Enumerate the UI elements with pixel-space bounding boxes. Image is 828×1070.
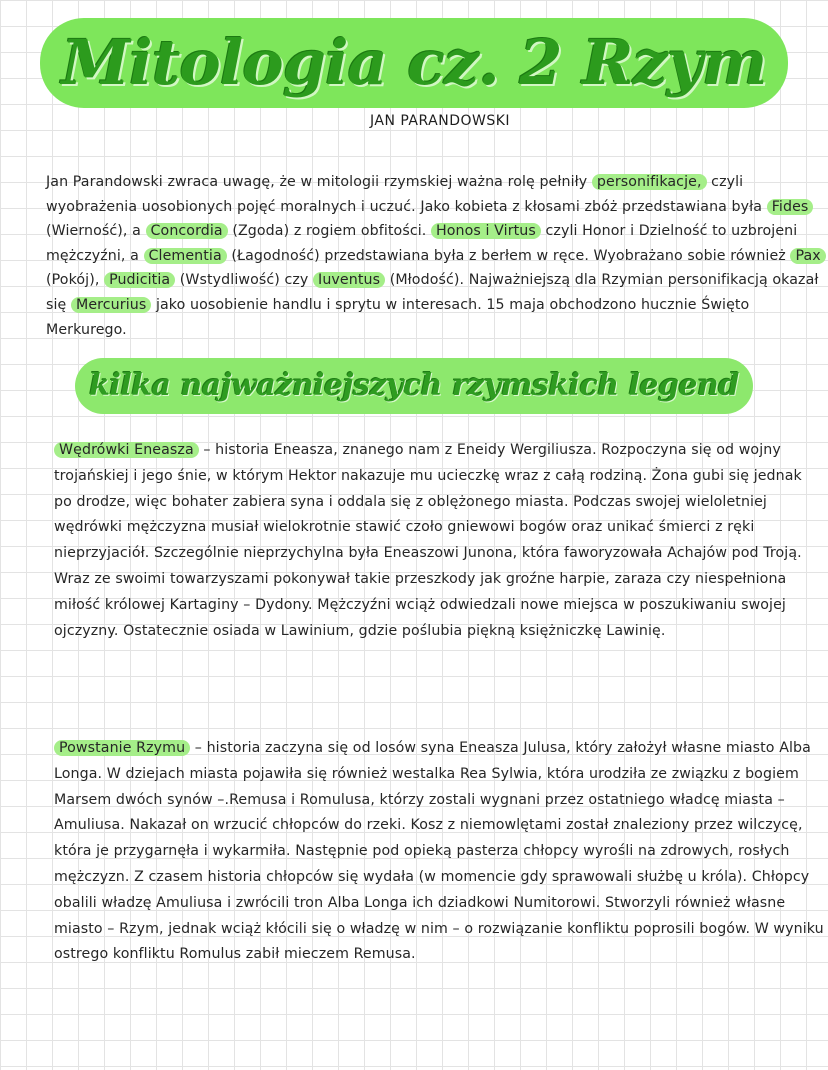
intro-text: (Wstydliwość) czy: [175, 272, 314, 289]
section-subtitle: [0, 358, 828, 414]
intro-text: (Zgoda) z rogiem obfitości.: [227, 223, 431, 240]
intro-text: Jan Parandowski zwraca uwagę, że w mitologii rzymskiej ważna rolę pełniły: [46, 174, 592, 190]
legend-body: – historia Eneasza, znanego nam z Eneidy Wergiliusza. Rozpoczyna się od wojny trojańskiej i jego śnie, w którym Hektor nakazuje mu ucieczkę wraz z całą rodziną. Żona gubi się jednak po drodze, więc bohater zabiera syna i oddala się z oblężonego miasta. Podczas swojej wieloletniej wędrówki mężczyzna musiał wielokrotnie stawić czoło gniewowi bogów oraz unikać śmierci z ręki nieprzyjaciół. Szczególnie nieprzychylna była Eneaszowi Junona, która faworyzowała Achajów pod Troją. Wraz ze swoimi towarzyszami pokonywał takie przeszkody jak groźne harpie, zaraza czy niespełniona miłość królowej Kartaginy – Dydony. Mężczyźni wciąż odwiedzali nowe miejsca w poszukiwaniu swojej ojczyzny. Ostatecznie osiada w Lawinium, gdzie poślubia piękną księżniczkę Lawinię.: [54, 442, 802, 639]
page-title: [0, 18, 828, 108]
keyword-pudicitia: Pudicitia: [104, 272, 175, 288]
author-name: JAN PARANDOWSKI: [370, 113, 511, 129]
intro-text: czyli Honor i Dzielność to uzbrojeni mężczyźni, a: [46, 223, 798, 264]
title-text: Mitologia cz. 2 Rzym: [40, 18, 789, 108]
keyword-pax: Pax: [790, 248, 825, 264]
keyword-concordia: Concordia: [146, 223, 228, 239]
keyword-clementia: Clementia: [144, 248, 227, 264]
keyword-fides: Fides: [767, 199, 814, 215]
intro-text: jako uosobienie handlu i sprytu w interesach. 15 maja obchodzono hucznie Święto Merkurego.: [46, 296, 750, 338]
intro-paragraph: [46, 170, 826, 342]
keyword-personifikacje: personifikacje,: [592, 174, 707, 190]
legend-heading: Powstanie Rzymu: [54, 740, 190, 756]
intro-text: (Pokój),: [46, 272, 105, 289]
intro-text: (Łagodność) przedstawiana była z berłem w ręce. Wyobrażano sobie również: [226, 247, 791, 264]
intro-text: czyli wyobrażenia uosobionych pojęć moralnych i uczuć. Jako kobieta z kłosami zbóż przedstawiana była: [46, 174, 767, 215]
legend-body: – historia zaczyna się od losów syna Eneasza Julusa, który założył własne miasto Alba Longa. W dziejach miasta pojawiła się również westalka Rea Sylwia, która urodziła ze związku z bogiem Marsem dwóch synów –.Remusa i Romulusa, którzy zostali wygnani przez ostatniego władcę miasta – Amuliusa. Nakazał on wrzucić chłopców do rzeki. Kosz z niemowlętami został znaleziony przez wilczycę, która je przygarnęła i wykarmiła. Następnie pod opieką pasterza chłopcy wyrośli na zdrowych, rosłych mężczyzn. Z czasem historia chłopców się wydała (w momencie gdy sprawowali służbę u króla). Chłopcy obalili władzę Amuliusa i zwrócili tron Alba Longa ich dziadkowi Numitorowi. Stworzyli również własne miasto – Rzym, jednak wciąż kłócili się o władzę w nim – o rozwiązanie konfliktu poprosili bogów. W wyniku ostrego konfliktu Romulus zabił mieczem Remusa.: [54, 740, 824, 963]
legend-rome: [54, 736, 824, 968]
intro-text: (Młodość). Najważniejszą dla Rzymian personifikacją okazał się: [46, 272, 819, 313]
subtitle-text: kilka najważniejszych rzymskich legend: [75, 358, 753, 414]
keyword-honos-virtus: Honos i Virtus: [431, 223, 541, 239]
legend-aeneas: [54, 438, 824, 644]
intro-text: (Wierność), a: [46, 223, 146, 240]
legend-heading: Wędrówki Eneasza: [54, 442, 199, 458]
keyword-iuventus: Iuventus: [313, 272, 385, 288]
keyword-mercurius: Mercurius: [71, 297, 151, 313]
